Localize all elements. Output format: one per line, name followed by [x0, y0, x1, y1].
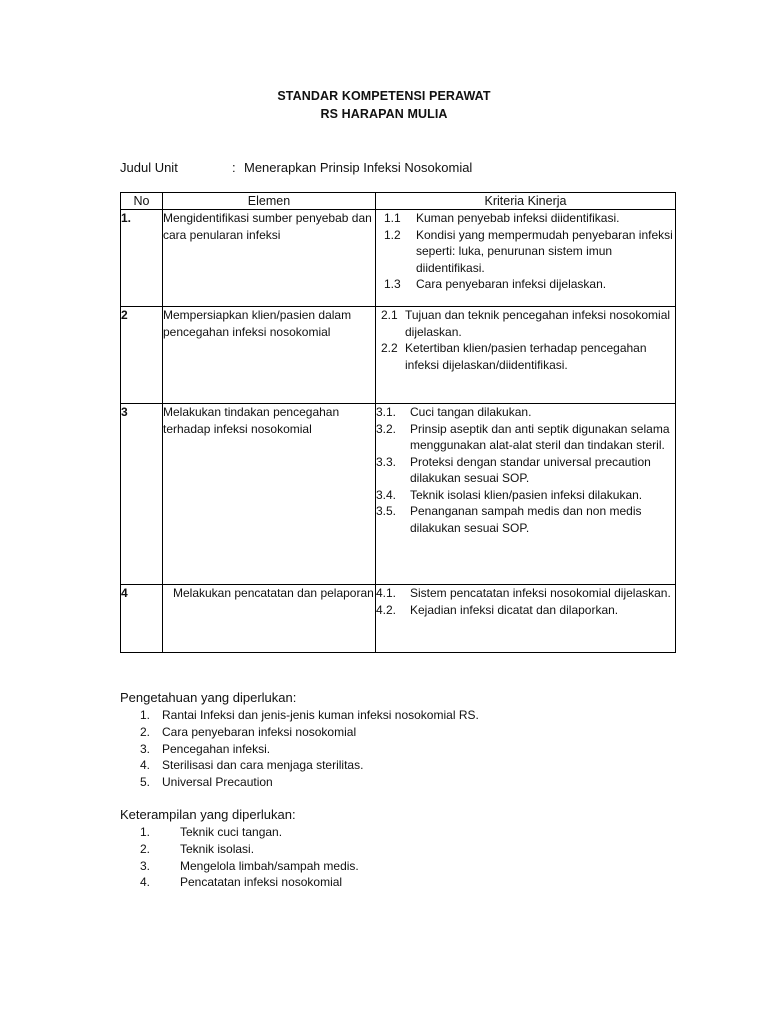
unit-title-line — [120, 160, 472, 175]
criteria-item: 2.1 Tujuan dan teknik pencegahan infeksi nosokomial dijelaskan. — [381, 308, 671, 339]
row-elemen: Mempersiapkan klien/pasien dalam pencegahan infeksi nosokomial — [163, 307, 376, 404]
list-item: 1. Rantai Infeksi dan jenis-jenis kuman infeksi nosokomial RS. — [140, 708, 479, 722]
row-no: 1. — [121, 210, 163, 307]
row-kriteria — [376, 210, 676, 307]
header-no: No — [121, 193, 163, 210]
header-elemen: Elemen — [163, 193, 376, 210]
required-skills-list — [120, 824, 359, 891]
row-no: 2 — [121, 307, 163, 404]
criteria-item: 3.1. Cuci tangan dilakukan. — [376, 405, 532, 419]
list-item: 4. Pencatatan infeksi nosokomial — [140, 875, 343, 890]
row-kriteria — [376, 404, 676, 585]
row-kriteria — [376, 585, 676, 653]
criteria-item: 4.1. Sistem pencatatan infeksi nosokomial dijelaskan. — [376, 586, 671, 600]
row-kriteria — [376, 307, 676, 404]
criteria-item: 4.2. Kejadian infeksi dicatat dan dilaporkan. — [376, 602, 619, 617]
criteria-item: 3.5. Penanganan sampah medis dan non medis dilakukan sesuai SOP. — [376, 504, 642, 535]
criteria-item: 3.3. Proteksi dengan standar universal precaution dilakukan sesuai SOP. — [376, 454, 651, 485]
list-item: 2. Cara penyebaran infeksi nosokomial — [140, 724, 357, 739]
table-row — [121, 210, 676, 307]
row-elemen: Melakukan pencatatan dan pelaporan — [163, 585, 376, 653]
header-kriteria: Kriteria Kinerja — [376, 193, 676, 210]
list-item: 1. Teknik cuci tangan. — [140, 825, 283, 839]
required-knowledge-list — [120, 707, 479, 791]
unit-title-label: Judul Unit — [120, 160, 178, 175]
criteria-item: 3.2. Prinsip aseptik dan anti septik digunakan selama menggunakan alat-alat steril dan tindakan steril. — [376, 421, 670, 452]
criteria-item: 3.4. Teknik isolasi klien/pasien infeksi dilakukan. — [376, 487, 643, 502]
competency-table — [120, 192, 676, 653]
unit-title-colon: : — [232, 160, 236, 175]
table-row — [121, 307, 676, 404]
required-skills-section — [120, 807, 359, 891]
unit-title-value: Menerapkan Prinsip Infeksi Nosokomial — [244, 160, 473, 175]
table-row — [121, 404, 676, 585]
list-item: 5. Universal Precaution — [140, 775, 273, 790]
criteria-item: 1.1 Kuman penyebab infeksi diidentifikasi. — [384, 211, 620, 225]
criteria-item: 1.3 Cara penyebaran infeksi dijelaskan. — [384, 277, 607, 291]
row-no: 3 — [121, 404, 163, 585]
list-item: 4. Sterilisasi dan cara menjaga sterilitas. — [140, 758, 364, 773]
row-elemen: Melakukan tindakan pencegahan terhadap infeksi nosokomial — [163, 404, 376, 585]
list-item: 3. Pencegahan infeksi. — [140, 741, 271, 756]
row-no: 4 — [121, 585, 163, 653]
hospital-name: RS HARAPAN MULIA — [320, 107, 448, 121]
list-item: 3. Mengelola limbah/sampah medis. — [140, 858, 359, 873]
required-knowledge-section — [120, 690, 479, 791]
list-item: 2. Teknik isolasi. — [140, 841, 255, 856]
criteria-item: 1.2 Kondisi yang mempermudah penyebaran infeksi seperti: luka, penurunan sistem imun diidentifikasi. — [384, 227, 673, 275]
document-title: STANDAR KOMPETENSI PERAWAT — [277, 89, 491, 103]
row-elemen: Mengidentifikasi sumber penyebab dan cara penularan infeksi — [163, 210, 376, 307]
required-skills-heading: Keterampilan yang diperlukan: — [120, 807, 296, 822]
table-header-row — [121, 193, 676, 210]
table-row — [121, 585, 676, 653]
criteria-item: 2.2 Ketertiban klien/pasien terhadap pencegahan infeksi dijelaskan/diidentifikasi. — [381, 341, 647, 372]
required-knowledge-heading: Pengetahuan yang diperlukan: — [120, 690, 297, 705]
